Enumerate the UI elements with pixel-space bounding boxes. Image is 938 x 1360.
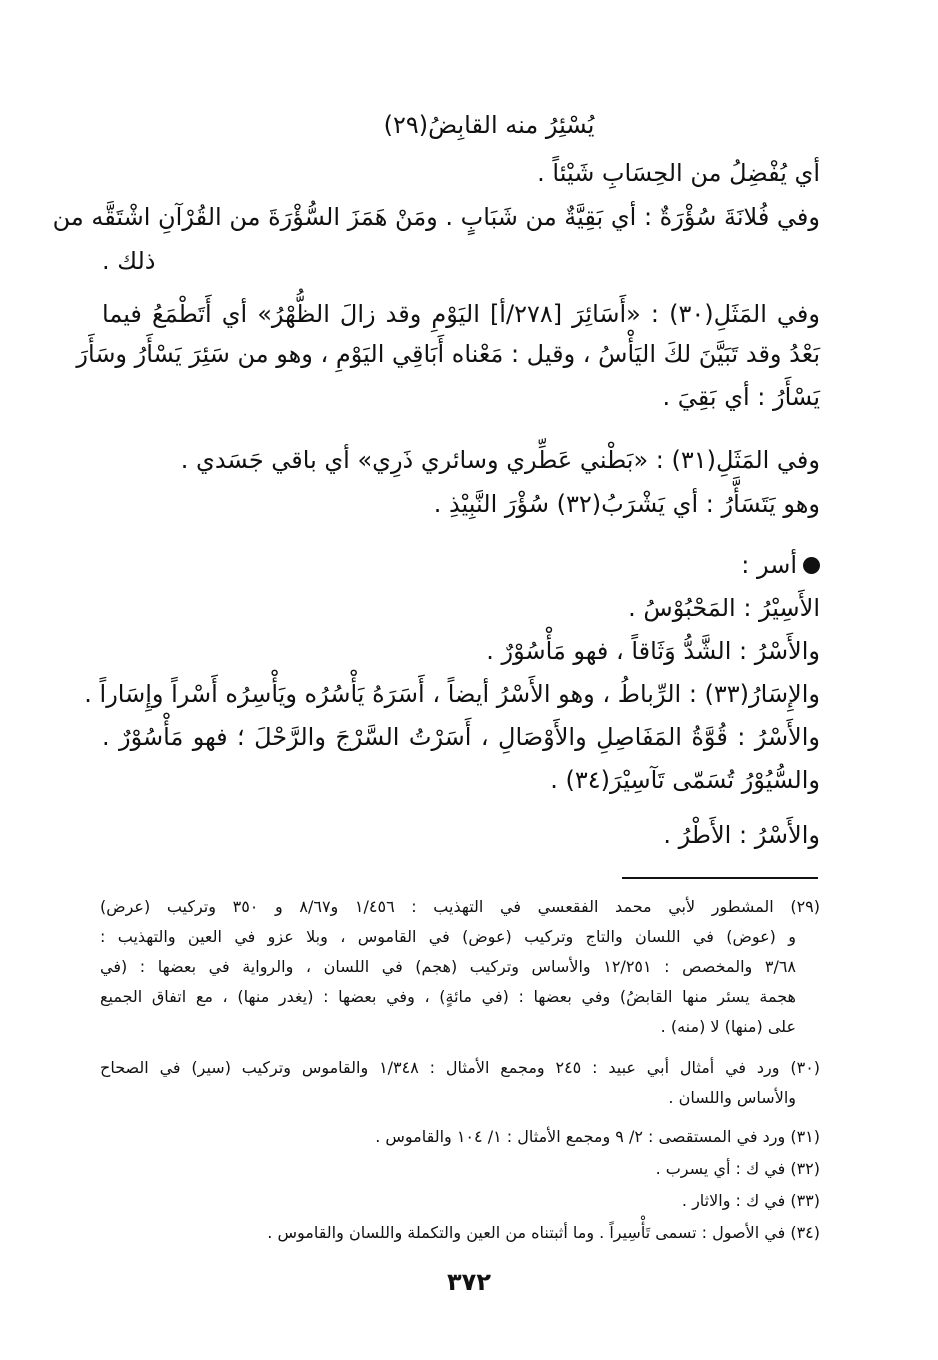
body-line: أي يُفْضِلُ من الحِسَابِ شَيْئاً .	[537, 159, 820, 187]
footnote-line: (٢٩) المشطور لأبي محمد الفقعسي في التهذيب : ١/٤٥٦ و٨/٦٧ و ٣٥٠ وتركيب (عرض)	[100, 897, 821, 916]
footnote-line: (٣١) ورد في المستقصى : ٢/ ٩ ومجمع الأمثال : ١/ ١٠٤ والقاموس .	[375, 1127, 820, 1146]
body-line: يَسْأَرُ : أي بَقِيَ .	[662, 383, 820, 411]
entry-heading	[741, 548, 820, 582]
footnote-separator	[622, 877, 818, 879]
footnote-line: ٣/٦٨ والمخصص : ١٢/٢٥١ والأساس وتركيب (هجم) في اللسان ، والرواية في بعضها : (في	[100, 957, 797, 976]
body-line: والأَسْرُ : الشَّدُّ وَثَاقاً ، فهو مَأْسُوْرٌ .	[486, 637, 820, 665]
footnote-line: (٣٤) في الأصول : تسمى تَأْسِيراً . وما أثبتناه من العين والتكملة واللسان والقاموس .	[267, 1223, 820, 1242]
footnote-line: (٣٣) في ك : والاثار .	[681, 1191, 820, 1210]
entry-heading-label: أسر :	[741, 551, 797, 579]
body-line: وفي فُلانَةَ سُؤْرَةٌ : أي بَقِيَّةٌ من شَبَابٍ . ومَنْ هَمَزَ السُّؤْرَةَ من القُرْآنِ اشْتَقَّه من	[52, 203, 820, 231]
body-line: بَعْدُ وقد تَبَيَّنَ لكَ اليَأْسُ ، وقيل : مَعْناه أَبَاقِي اليَوْمِ ، وهو من سَئِرَ يَسْأَرُ وسَأَرَ	[76, 340, 820, 368]
verse-line: يُسْئِرُ منه القابِضُ(٢٩)	[383, 111, 595, 139]
body-line: وهو يَتَسَأَّرُ : أي يَشْرَبُ(٣٢) سُؤْرَ النَّبِيْذِ .	[433, 490, 820, 518]
footnote-line: على (منها) لا (منه) .	[660, 1017, 796, 1036]
footnote-line: هجمة يسئر منها القابضُ) وفي بعضها : (في مائةٍ) ، وفي بعضها : (يغدر منها) ، مع اتفاق الجميع	[100, 987, 796, 1006]
bullet-icon	[803, 557, 820, 574]
body-line: والإِسَارُ(٣٣) : الرِّباطُ ، وهو الأَسْرُ أيضاً ، أَسَرَهُ يَأْسُرُه ويَأْسِرُه أَسْراً وإِسَاراً .	[84, 680, 820, 708]
footnote-line: و (عوض) في اللسان والتاج وتركيب (عوض) في القاموس ، وبلا عزو في العين والتهذيب :	[100, 927, 796, 946]
body-line: ذلك .	[102, 247, 156, 275]
body-line: وفي المَثَلِ(٣٠) : «أَسَائِرَ [٢٧٨/أ] اليَوْمِ وقد زالَ الظُّهْرُ» أي أَتَطْمَعُ فيما	[102, 300, 820, 328]
body-line: وفي المَثَلِ(٣١) : «بَطْني عَطِّري وسائري ذَرِي» أي باقي جَسَدي .	[180, 446, 820, 474]
body-line: والأَسْرُ : الأَطْرُ .	[663, 821, 820, 849]
footnote-line: (٣٢) في ك : أي يسرب .	[655, 1159, 820, 1178]
body-line: والسُّيُوْرُ تُسَمّى تَآسِيْرَ(٣٤) .	[550, 766, 820, 794]
body-line: الأَسِيْرُ : المَحْبُوْسُ .	[628, 594, 820, 622]
body-line: والأَسْرُ : قُوَّةُ المَفَاصِلِ والأَوْصَالِ ، أَسَرْتُ السَّرْجَ والرَّحْلَ ؛ فهو مَأْسُوْرٌ .	[102, 723, 820, 751]
footnote-line: (٣٠) ورد في أمثال أبي عبيد : ٢٤٥ ومجمع الأمثال : ١/٣٤٨ والقاموس وتركيب (سير) في الصحاح	[100, 1058, 821, 1077]
page-number: ٣٧٢	[447, 1268, 491, 1296]
footnote-line: والأساس واللسان .	[668, 1088, 796, 1107]
